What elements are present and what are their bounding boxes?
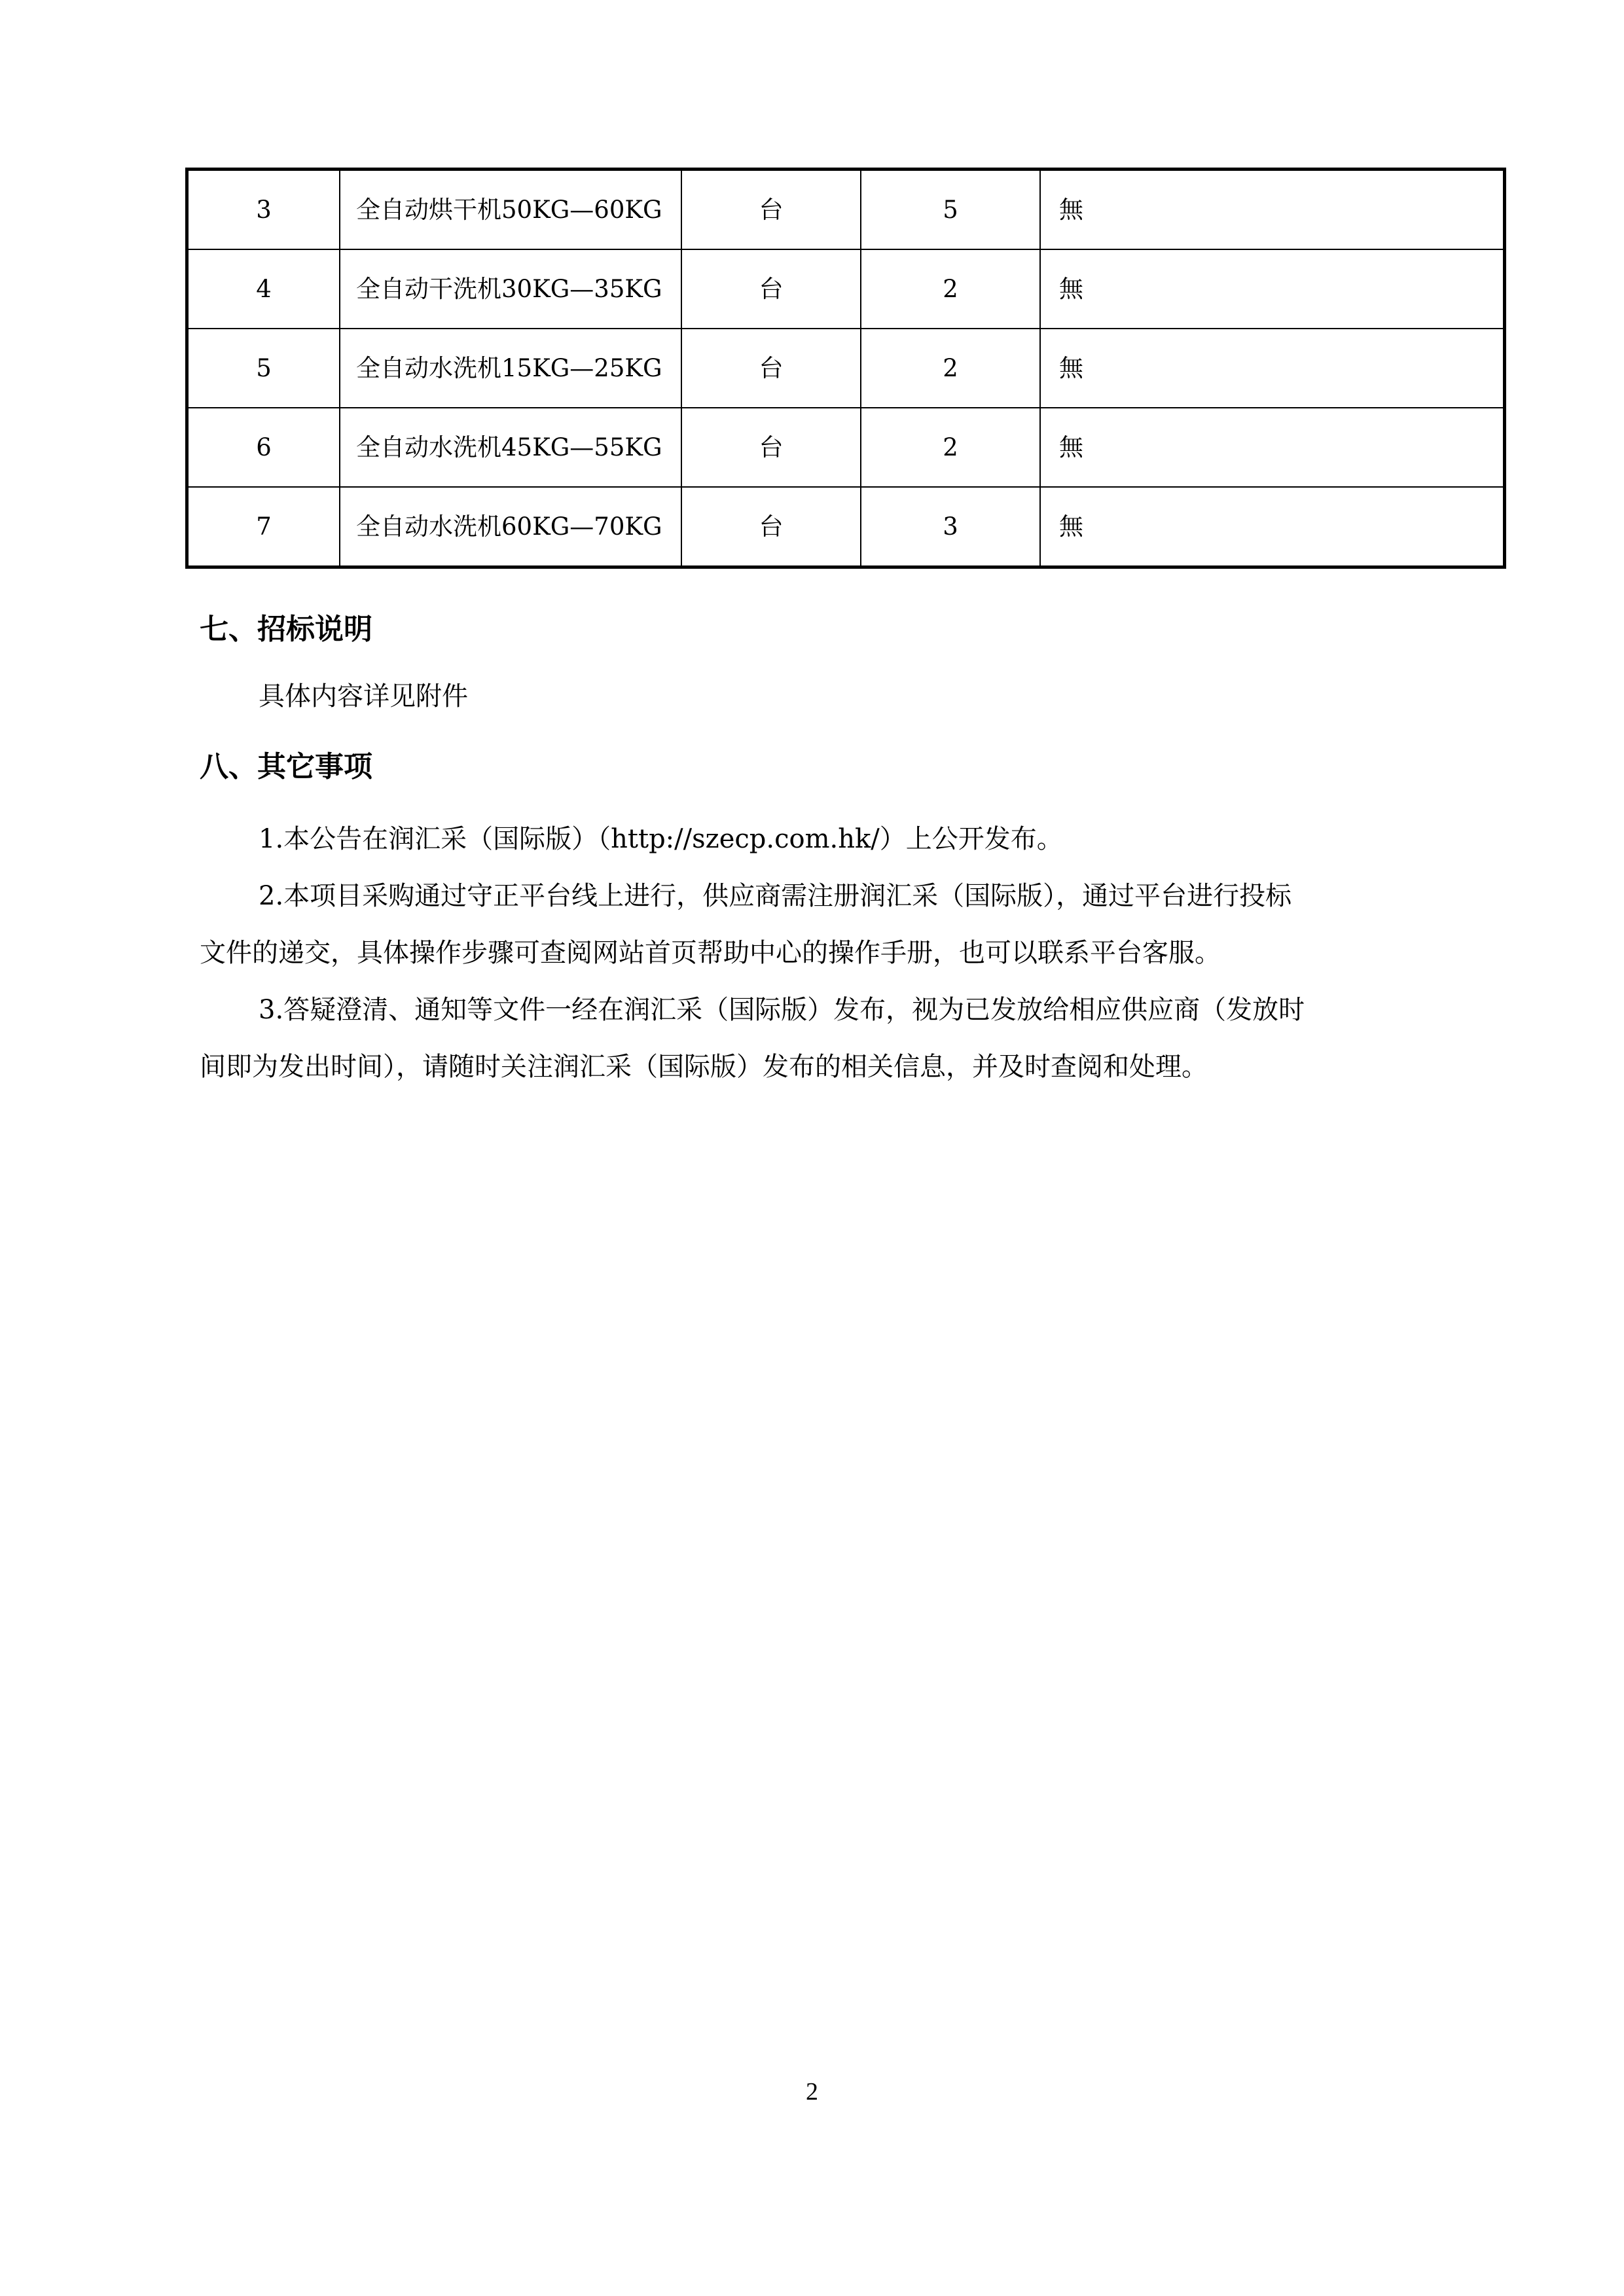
- row-number: 5: [187, 329, 340, 408]
- table-row: [187, 249, 1505, 329]
- item-note: 無: [1040, 487, 1505, 567]
- table-row: [187, 408, 1505, 487]
- item-name: 全自动水洗机60KG—70KG: [340, 487, 681, 567]
- item-unit: 台: [681, 487, 861, 567]
- section8-item3-line2: 间即为发出时间），请随时关注润汇采（国际版）发布的相关信息，并及时查阅和处理。: [200, 1052, 1208, 1082]
- table-row: [187, 170, 1505, 250]
- item-unit: 台: [681, 329, 861, 408]
- section8-item3-line1: 3.答疑澄清、通知等文件一经在润汇采（国际版）发布，视为已发放给相应供应商（发放时: [259, 995, 1305, 1025]
- item-unit: 台: [681, 249, 861, 329]
- row-number: 4: [187, 249, 340, 329]
- item-note: 無: [1040, 249, 1505, 329]
- equipment-table: [185, 168, 1506, 569]
- item-quantity: 2: [861, 408, 1040, 487]
- item-quantity: 5: [861, 170, 1040, 250]
- row-number: 3: [187, 170, 340, 250]
- item-name: 全自动水洗机45KG—55KG: [340, 408, 681, 487]
- item-unit: 台: [681, 408, 861, 487]
- section8-item2-line2: 文件的递交，具体操作步骤可查阅网站首页帮助中心的操作手册，也可以联系平台客服。: [200, 938, 1221, 968]
- item-name: 全自动水洗机15KG—25KG: [340, 329, 681, 408]
- section8-item2-line1: 2.本项目采购通过守正平台线上进行，供应商需注册润汇采（国际版），通过平台进行投标: [259, 881, 1292, 911]
- section8-heading: 八、其它事项: [200, 750, 372, 783]
- item-name: 全自动干洗机30KG—35KG: [340, 249, 681, 329]
- section7-body: 具体内容详见附件: [259, 681, 468, 711]
- item-quantity: 2: [861, 329, 1040, 408]
- page-number: 2: [806, 2078, 818, 2106]
- item-unit: 台: [681, 170, 861, 250]
- row-number: 7: [187, 487, 340, 567]
- table-row: [187, 487, 1505, 567]
- item-quantity: 3: [861, 487, 1040, 567]
- item-note: 無: [1040, 329, 1505, 408]
- item-note: 無: [1040, 170, 1505, 250]
- section8-item1: 1.本公告在润汇采（国际版）（http://szecp.com.hk/）上公开发布。: [259, 824, 1063, 854]
- row-number: 6: [187, 408, 340, 487]
- table-row: [187, 329, 1505, 408]
- item-quantity: 2: [861, 249, 1040, 329]
- section7-heading: 七、招标说明: [200, 613, 372, 646]
- item-note: 無: [1040, 408, 1505, 487]
- item-name: 全自动烘干机50KG—60KG: [340, 170, 681, 250]
